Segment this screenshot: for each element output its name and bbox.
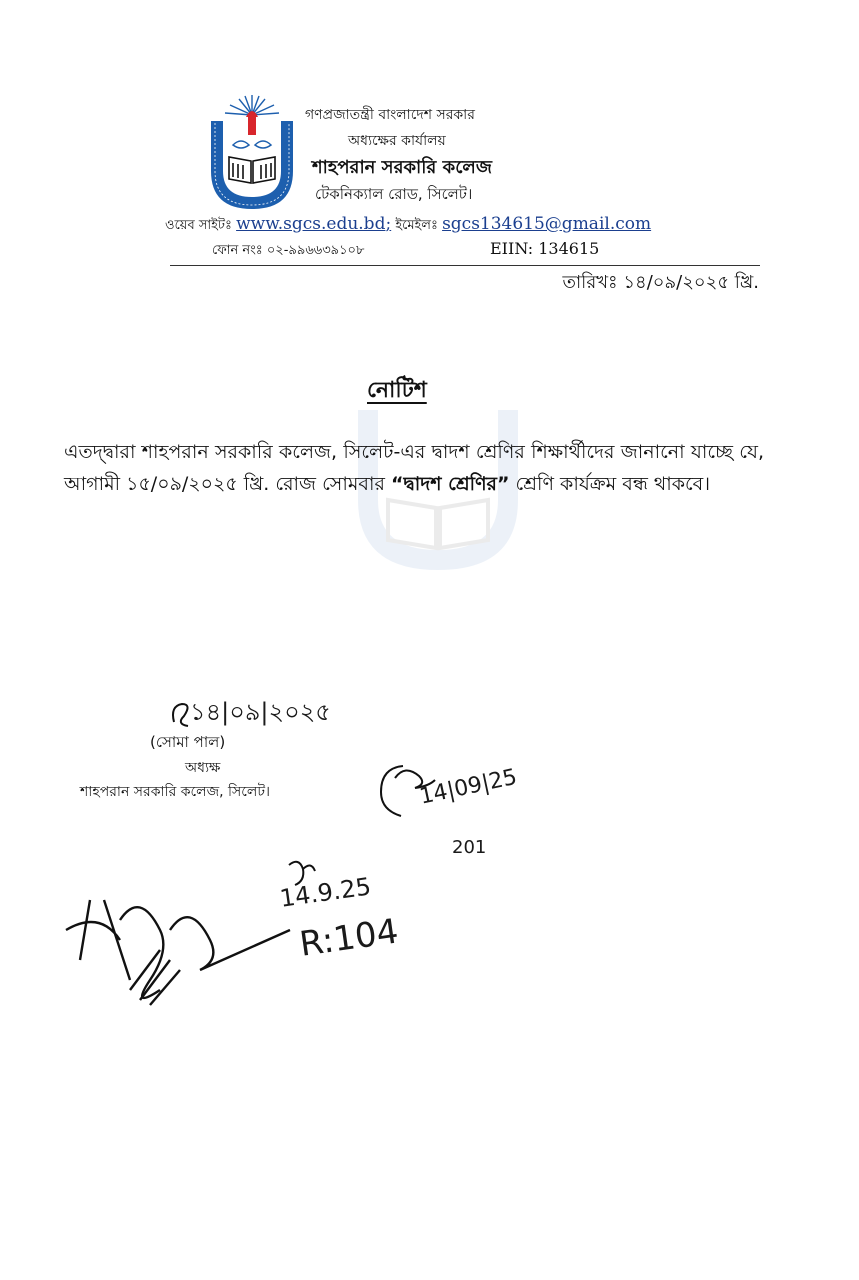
annotation-room: R:104 bbox=[297, 911, 401, 965]
college-logo bbox=[203, 93, 301, 215]
annotation-date-2: 14.9.25 bbox=[278, 872, 373, 913]
annotation-date-1: 14|09|25 bbox=[417, 764, 520, 810]
website-separator: ; bbox=[385, 214, 392, 234]
notice-title: নোটিশ bbox=[367, 378, 427, 403]
torch-icon bbox=[248, 117, 256, 135]
phone-number: ফোন নংঃ ০২-৯৯৬৬৩৯১০৮ bbox=[212, 243, 365, 258]
header-divider bbox=[170, 265, 760, 266]
college-address: টেকনিক্যাল রোড, সিলেট। bbox=[315, 185, 473, 203]
notice-body-text-1: এতদ্দ্বারা শাহপরান সরকারি কলেজ, সিলেট-এর দ্বাদশ শ্রেণির শিক্ষার্থীদের জানানো যাচ্ছে যে, আগামী ১৫/০৯/২০২৫ খ্রি. রোজ সোমবার bbox=[64, 441, 764, 495]
notice-body bbox=[64, 436, 764, 500]
signature-date: ১৪|০৯|২০২৫ bbox=[190, 698, 331, 726]
government-name: গণপ্রজাতন্ত্রী বাংলাদেশ সরকার bbox=[305, 107, 475, 123]
email-link[interactable]: sgcs134615@gmail.com bbox=[442, 214, 652, 234]
college-name: শাহপরান সরকারি কলেজ bbox=[312, 157, 492, 178]
website-link[interactable]: www.sgcs.edu.bd bbox=[236, 214, 386, 234]
email-label: ইমেইলঃ bbox=[395, 218, 438, 233]
office-name: অধ্যক্ষের কার্যালয় bbox=[348, 133, 446, 149]
book-icon bbox=[229, 157, 275, 183]
annotation-number-1: 201 bbox=[452, 837, 487, 858]
contact-row bbox=[165, 214, 651, 237]
eiin-number: EIIN: 134615 bbox=[490, 239, 600, 258]
principal-title: অধ্যক্ষ bbox=[185, 760, 221, 776]
principal-college: শাহপরান সরকারি কলেজ, সিলেট। bbox=[80, 784, 270, 800]
website-label: ওয়েব সাইটঃ bbox=[165, 218, 232, 233]
initial-scribble-2 bbox=[60, 870, 300, 1010]
notice-date: তারিখঃ ১৪/০৯/২০২৫ খ্রি. bbox=[562, 272, 759, 293]
principal-name: (সোমা পাল) bbox=[150, 733, 226, 751]
notice-body-emphasis: “দ্বাদশ শ্রেণির” bbox=[390, 473, 510, 495]
notice-body-text-2: শ্রেণি কার্যক্রম বন্ধ থাকবে। bbox=[509, 473, 711, 495]
